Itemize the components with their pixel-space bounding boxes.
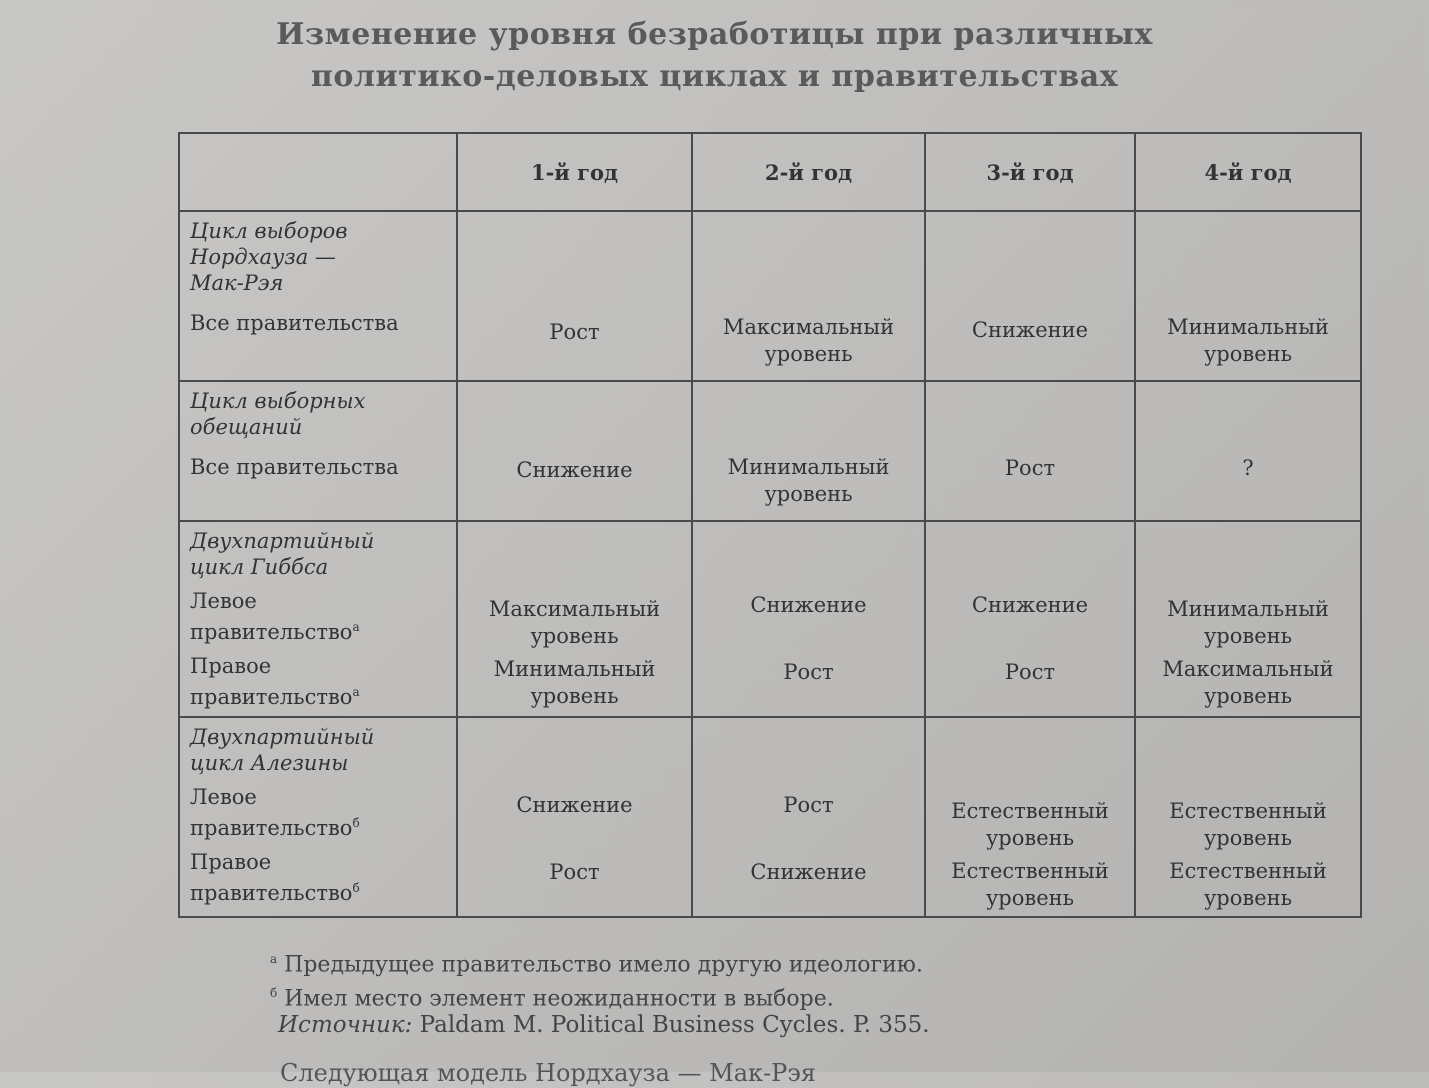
table-cell: Снижение Рост [457, 717, 692, 917]
table-cell: ? [1135, 381, 1361, 521]
header-cell-year-4: 4-й год [1135, 133, 1361, 211]
page-title [0, 14, 1429, 98]
row-label-alesina [179, 717, 457, 917]
table-cell: Снижение [925, 211, 1135, 381]
footnote-b: $^б$ Имел место элемент неожиданности в выборе. [270, 986, 834, 1012]
cycle-name: Двухпартийный цикл Алезины [190, 725, 375, 775]
title-line-1: Изменение уровня безработицы при различных [276, 17, 1153, 52]
cycle-name: Двухпартийный цикл Гиббса [190, 529, 375, 579]
table-cell: Минимальный уровень Максимальный уровень [1135, 521, 1361, 717]
table-cell: Естественный уровень Естественный уровень [1135, 717, 1361, 917]
table-row [179, 211, 1361, 381]
header-cell-empty [179, 133, 457, 211]
source-label: Источник: [278, 1012, 413, 1038]
government-type-left: Левое правительство$^б$ [190, 785, 360, 840]
header-cell-year-1: 1-й год [457, 133, 692, 211]
source-citation [278, 1012, 930, 1038]
table-cell: Максимальный уровень Минимальный уровень [457, 521, 692, 717]
table-row [179, 521, 1361, 717]
cycle-name: Цикл выборов Нордхауза — Мак-Рэя [190, 219, 348, 295]
cycles-table [178, 132, 1362, 918]
table-header-row [179, 133, 1361, 211]
table-cell: Снижение Рост [692, 521, 925, 717]
table-row [179, 717, 1361, 917]
cycle-name: Цикл выборных обещаний [190, 389, 366, 439]
government-type-right: Правое правительство$^а$ [190, 654, 360, 709]
title-line-2: политико-деловых циклах и правительствах [310, 59, 1119, 94]
table-cell: Естественный уровень Естественный уровень [925, 717, 1135, 917]
government-type: Все правительства [190, 311, 399, 335]
row-label-promises [179, 381, 457, 521]
cut-off-text: Следующая модель Нордхауза — Мак-Рэя [280, 1059, 816, 1087]
footnote-a: $^а$ Предыдущее правительство имело другую идеологию. [270, 952, 923, 978]
table-cell: Минимальный уровень [692, 381, 925, 521]
table-cell: Снижение Рост [925, 521, 1135, 717]
government-type-left: Левое правительство$^а$ [190, 589, 360, 644]
table-cell: Рост Снижение [692, 717, 925, 917]
government-type-right: Правое правительство$^б$ [190, 850, 360, 905]
footnotes [270, 945, 923, 1014]
header-cell-year-3: 3-й год [925, 133, 1135, 211]
row-label-nordhaus [179, 211, 457, 381]
table-cell: Рост [925, 381, 1135, 521]
table-cell: Максимальный уровень [692, 211, 925, 381]
table-row [179, 381, 1361, 521]
row-label-gibbs [179, 521, 457, 717]
government-type: Все правительства [190, 455, 399, 479]
source-text: Paldam M. Political Business Cycles. P. 355. [419, 1012, 930, 1038]
header-cell-year-2: 2-й год [692, 133, 925, 211]
table-cell: Рост [457, 211, 692, 381]
table-cell: Минимальный уровень [1135, 211, 1361, 381]
table-cell: Снижение [457, 381, 692, 521]
